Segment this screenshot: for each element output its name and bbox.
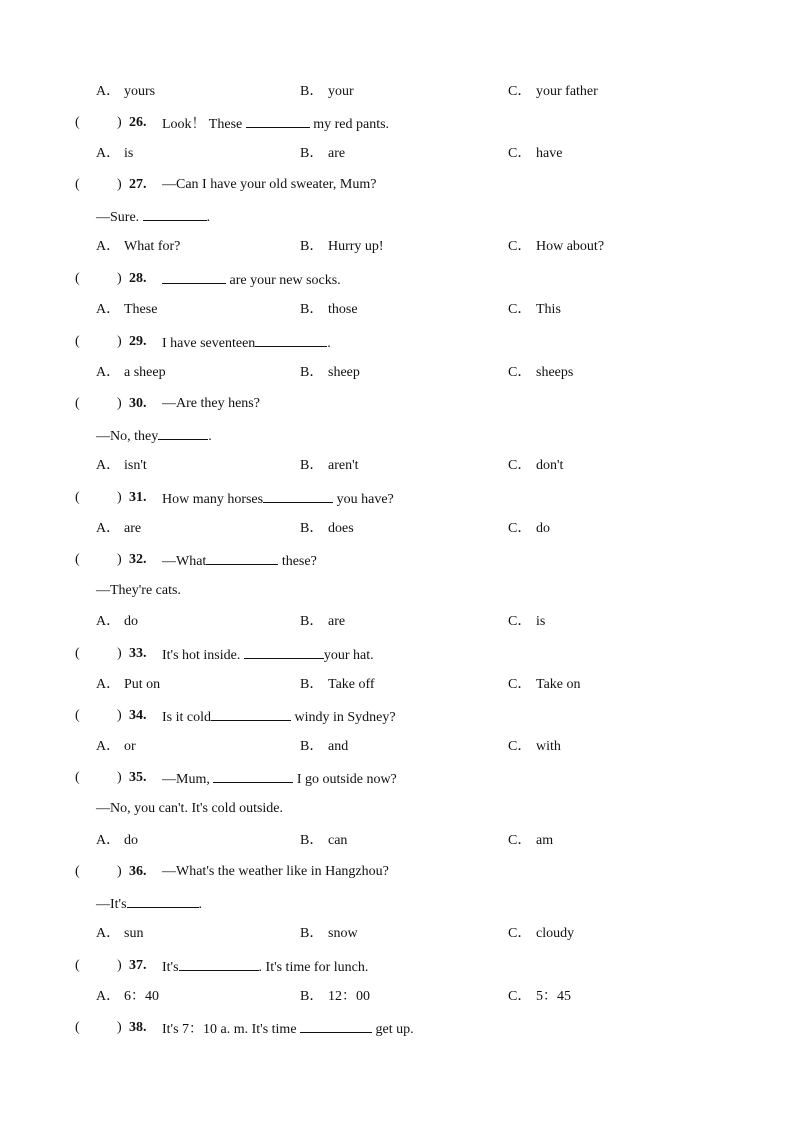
reply-text: —It's . bbox=[96, 893, 202, 915]
question-number: 31. bbox=[129, 490, 147, 505]
options-row-34 bbox=[0, 737, 794, 757]
options-row-28 bbox=[0, 300, 794, 320]
answer-blank[interactable] bbox=[158, 425, 208, 440]
option-a[interactable]: A． 6：40 bbox=[96, 989, 159, 1004]
option-b[interactable]: B． your bbox=[300, 84, 354, 99]
option-c[interactable]: C． How about? bbox=[508, 239, 605, 254]
question-37: ( ) 37. It's . It's time for lunch. bbox=[0, 956, 794, 976]
option-c[interactable]: C． is bbox=[508, 614, 546, 629]
reply-text: —Sure. . bbox=[96, 206, 210, 228]
option-c[interactable]: C． have bbox=[508, 146, 563, 161]
question-stem: It's hot inside. your hat. bbox=[162, 644, 374, 666]
question-stem: —Are they hens? bbox=[162, 396, 260, 411]
option-c[interactable]: C． don't bbox=[508, 458, 564, 473]
question-29: ( ) 29. I have seventeen . bbox=[0, 332, 794, 352]
question-number: 38. bbox=[129, 1020, 147, 1035]
question-35: ( ) 35. —Mum, I go outside now? bbox=[0, 768, 794, 788]
option-a[interactable]: A． a sheep bbox=[96, 365, 166, 380]
options-row-37 bbox=[0, 987, 794, 1007]
reply-text: —They're cats. bbox=[96, 583, 181, 598]
reply-27 bbox=[0, 206, 794, 226]
option-c[interactable]: C． am bbox=[508, 833, 554, 848]
options-row-26 bbox=[0, 144, 794, 164]
option-b[interactable]: B． snow bbox=[300, 926, 358, 941]
answer-blank[interactable] bbox=[162, 269, 226, 284]
option-b[interactable]: B． sheep bbox=[300, 365, 360, 380]
question-number: 34. bbox=[129, 708, 147, 723]
option-b[interactable]: B． are bbox=[300, 614, 346, 629]
option-c[interactable]: C． Take on bbox=[508, 677, 581, 692]
option-b[interactable]: B． Take off bbox=[300, 677, 375, 692]
answer-blank[interactable] bbox=[206, 550, 278, 565]
question-stem: —Mum, I go outside now? bbox=[162, 768, 397, 790]
question-33: ( ) 33. It's hot inside. your hat. bbox=[0, 644, 794, 664]
question-stem: It's 7：10 a. m. It's time get up. bbox=[162, 1018, 414, 1040]
option-b[interactable]: B． and bbox=[300, 739, 349, 754]
option-a[interactable]: A． sun bbox=[96, 926, 144, 941]
question-stem: —What these? bbox=[162, 550, 317, 572]
answer-blank[interactable] bbox=[213, 768, 293, 783]
question-36: ( ) 36. —What's the weather like in Hangzhou? bbox=[0, 862, 794, 882]
answer-blank[interactable] bbox=[300, 1018, 372, 1033]
question-27: ( ) 27. —Can I have your old sweater, Mum? bbox=[0, 175, 794, 195]
options-row-32 bbox=[0, 612, 794, 632]
question-32: ( ) 32. —What these? bbox=[0, 550, 794, 570]
question-stem: Is it cold windy in Sydney? bbox=[162, 706, 396, 728]
answer-blank[interactable] bbox=[244, 644, 324, 659]
option-c[interactable]: C． 5：45 bbox=[508, 989, 571, 1004]
question-stem: are your new socks. bbox=[162, 269, 341, 291]
question-31: ( ) 31. How many horses you have? bbox=[0, 488, 794, 508]
option-a[interactable]: A． What for? bbox=[96, 239, 181, 254]
reply-32 bbox=[0, 581, 794, 601]
option-b[interactable]: B． can bbox=[300, 833, 348, 848]
answer-blank[interactable] bbox=[263, 488, 333, 503]
option-a[interactable]: A． are bbox=[96, 521, 142, 536]
question-30: ( ) 30. —Are they hens? bbox=[0, 394, 794, 414]
answer-blank[interactable] bbox=[143, 206, 207, 221]
question-number: 35. bbox=[129, 770, 147, 785]
answer-blank[interactable] bbox=[179, 956, 259, 971]
question-number: 26. bbox=[129, 115, 147, 130]
options-row-25 bbox=[0, 82, 794, 102]
option-c[interactable]: C． with bbox=[508, 739, 561, 754]
answer-blank[interactable] bbox=[211, 706, 291, 721]
option-a[interactable]: A． or bbox=[96, 739, 136, 754]
option-a[interactable]: A． is bbox=[96, 146, 134, 161]
question-number: 36. bbox=[129, 864, 147, 879]
question-number: 32. bbox=[129, 552, 147, 567]
question-38: ( ) 38. It's 7：10 a. m. It's time get up. bbox=[0, 1018, 794, 1038]
reply-text: —No, they . bbox=[96, 425, 212, 447]
reply-text: —No, you can't. It's cold outside. bbox=[96, 801, 284, 816]
question-number: 30. bbox=[129, 396, 147, 411]
options-row-36 bbox=[0, 924, 794, 944]
option-b[interactable]: B． 12：00 bbox=[300, 989, 370, 1004]
question-26: ( ) 26. Look！ These my red pants. bbox=[0, 113, 794, 133]
question-number: 37. bbox=[129, 958, 147, 973]
answer-blank[interactable] bbox=[127, 893, 199, 908]
option-c[interactable]: C． sheeps bbox=[508, 365, 574, 380]
options-row-35 bbox=[0, 831, 794, 851]
reply-35 bbox=[0, 799, 794, 819]
question-stem: It's . It's time for lunch. bbox=[162, 956, 368, 978]
option-a[interactable]: A． isn't bbox=[96, 458, 147, 473]
options-row-33 bbox=[0, 675, 794, 695]
question-stem: —Can I have your old sweater, Mum? bbox=[162, 177, 377, 192]
question-number: 29. bbox=[129, 334, 147, 349]
option-b[interactable]: B． Hurry up! bbox=[300, 239, 384, 254]
question-number: 28. bbox=[129, 271, 147, 286]
question-number: 27. bbox=[129, 177, 147, 192]
answer-blank[interactable] bbox=[255, 332, 327, 347]
option-a[interactable]: A． These bbox=[96, 302, 158, 317]
option-c[interactable]: C． This bbox=[508, 302, 561, 317]
question-number: 33. bbox=[129, 646, 147, 661]
option-c[interactable]: C． your father bbox=[508, 84, 598, 99]
option-b[interactable]: B． are bbox=[300, 146, 346, 161]
option-a[interactable]: A． yours bbox=[96, 84, 156, 99]
answer-blank[interactable] bbox=[246, 113, 310, 128]
option-c[interactable]: C． cloudy bbox=[508, 926, 575, 941]
option-a[interactable]: A． Put on bbox=[96, 677, 161, 692]
question-stem: —What's the weather like in Hangzhou? bbox=[162, 864, 389, 879]
reply-36 bbox=[0, 893, 794, 913]
option-c[interactable]: C． do bbox=[508, 521, 550, 536]
option-a[interactable]: A． do bbox=[96, 833, 138, 848]
option-a[interactable]: A． do bbox=[96, 614, 138, 629]
options-row-29 bbox=[0, 363, 794, 383]
reply-30 bbox=[0, 425, 794, 445]
option-b[interactable]: B． does bbox=[300, 521, 354, 536]
question-28: ( ) 28. are your new socks. bbox=[0, 269, 794, 289]
question-34: ( ) 34. Is it cold windy in Sydney? bbox=[0, 706, 794, 726]
question-stem: Look！ These my red pants. bbox=[162, 113, 389, 135]
question-stem: How many horses you have? bbox=[162, 488, 394, 510]
options-row-27 bbox=[0, 237, 794, 257]
options-row-31 bbox=[0, 519, 794, 539]
options-row-30 bbox=[0, 456, 794, 476]
option-b[interactable]: B． aren't bbox=[300, 458, 359, 473]
option-b[interactable]: B． those bbox=[300, 302, 358, 317]
question-stem: I have seventeen . bbox=[162, 332, 331, 354]
